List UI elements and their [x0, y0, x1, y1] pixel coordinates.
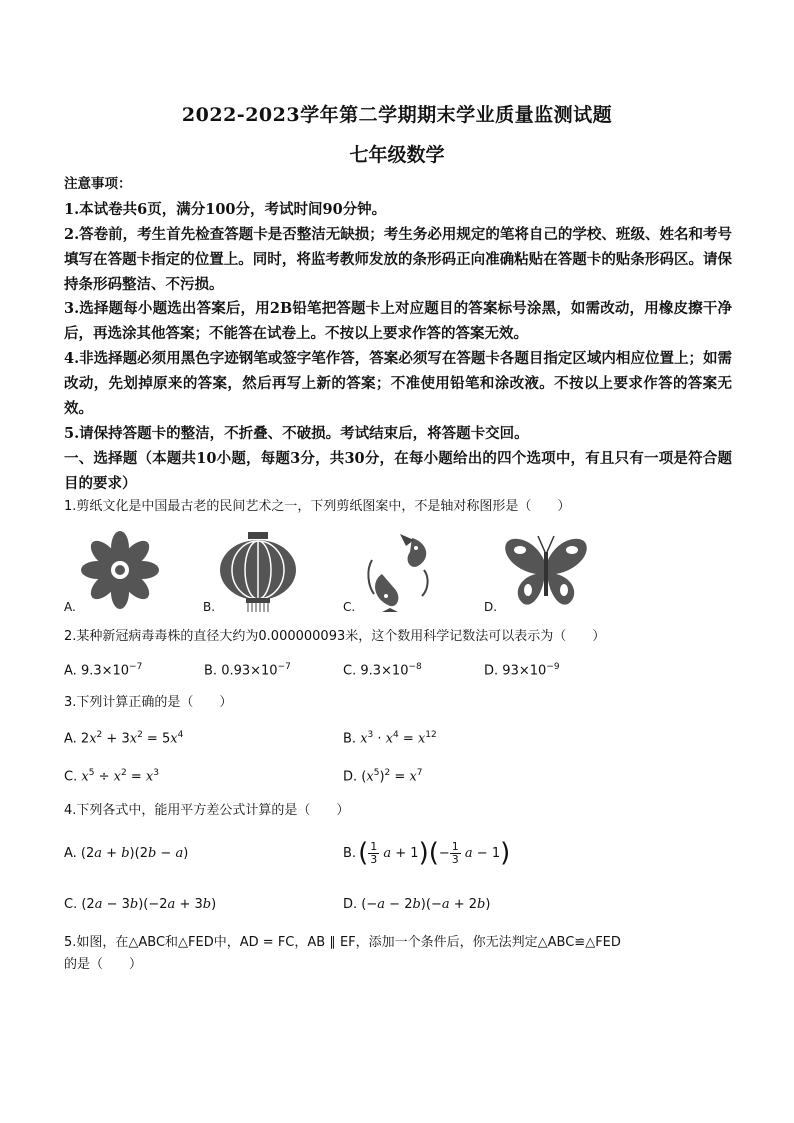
- q1-option-b-label: B.: [203, 600, 216, 614]
- question-4-stem: 4.下列各式中，能用平方差公式计算的是（ ）: [64, 803, 350, 818]
- exam-subtitle: 七年级数学: [349, 144, 445, 166]
- q3-option-b: B. $x^3 \cdot x^4 = x^{12}$: [343, 730, 437, 747]
- q2-option-c: C. $9.3\times 10^{-8}$: [343, 662, 422, 679]
- question-5-line-2: 的是（ ）: [64, 957, 143, 972]
- q1-option-d-label: D.: [484, 600, 498, 614]
- q3-option-a: A. $2x^2 + 3x^2 = 5x^4$: [64, 730, 184, 747]
- question-5-line-1: 5.如图，在△ABC和△FED中，AD = FC，AB ∥ EF，添加一个条件后，你无法判定△ABC≌△FED: [64, 935, 621, 950]
- q2-option-d: D. $93\times 10^{-9}$: [484, 662, 560, 679]
- notice-item-4: 4.非选择题必须用黑色字迹钢笔或签字笔作答，答案必须写在答题卡各题目指定区域内相应位置上；如需改动，先划掉原来的答案，然后再写上新的答案；不准使用铅笔和涂改液。不按以上要求作答的答案无效。: [64, 350, 732, 417]
- section-heading: 一、选择题（本题共10小题，每题3分，共30分，在每小题给出的四个选项中，有且只有一项是符合题目的要求）: [64, 450, 732, 492]
- butterfly-papercut-icon: [496, 530, 596, 612]
- exam-title: 2022-2023学年第二学期期末学业质量监测试题: [181, 104, 613, 126]
- q1-option-c-label: C.: [343, 600, 356, 614]
- q4-option-c: C. (2a − 3b)(−2a + 3b): [64, 897, 217, 912]
- question-1-stem: 1.剪纸文化是中国最古老的民间艺术之一，下列剪纸图案中，不是轴对称图形是（ ）: [64, 499, 571, 514]
- q4-option-d: D. (−a − 2b)(−a + 2b): [343, 897, 491, 912]
- flower-papercut-icon: [72, 530, 172, 612]
- notice-item-1: 1.本试卷共6页，满分100分，考试时间90分钟。: [64, 201, 387, 218]
- lantern-papercut-icon: [208, 530, 308, 612]
- q3-option-d: D. $(x^5)^2 = x^7$: [343, 768, 423, 785]
- notice-item-5: 5.请保持答题卡的整洁，不折叠、不破损。考试结束后，将答题卡交回。: [64, 425, 529, 442]
- koi-fish-papercut-icon: [352, 530, 452, 612]
- q4-option-a: A. (2a + b)(2b − a): [64, 846, 189, 861]
- q1-option-a-label: A.: [64, 600, 76, 614]
- question-3-stem: 3.下列计算正确的是（ ）: [64, 695, 233, 710]
- q4-option-b: B. ( 1 3 a + 1 )( − $\frac{1}{3}$ a − 1 ): [343, 838, 511, 868]
- q2-option-b: B. $0.93\times 10^{-7}$: [204, 662, 291, 679]
- notice-item-3: 3.选择题每小题选出答案后，用2B铅笔把答题卡上对应题目的答案标号涂黑，如需改动，用橡皮擦干净后，再选涂其他答案；不能答在试卷上。不按以上要求作答的答案无效。: [64, 300, 732, 342]
- notice-item-2: 2.答卷前，考生首先检查答题卡是否整洁无缺损；考生务必用规定的笔将自己的学校、班级、姓名和考号填写在答题卡指定的位置上。同时，将监考教师发放的条形码正向准确粘贴在答题卡的贴条形码区。请保持条形码整洁、不污损。: [64, 226, 732, 293]
- q2-option-a: A. $9.3\times 10^{-7}$: [64, 662, 143, 679]
- q3-option-c: C. $x^5 \div x^2 = x^3$: [64, 768, 159, 785]
- question-5-stem: [64, 932, 732, 976]
- notice-heading: 注意事项：: [64, 176, 132, 192]
- question-2-stem: 2.某种新冠病毒毒株的直径大约为0.000000093米，这个数用科学记数法可以表示为（ ）: [64, 629, 606, 644]
